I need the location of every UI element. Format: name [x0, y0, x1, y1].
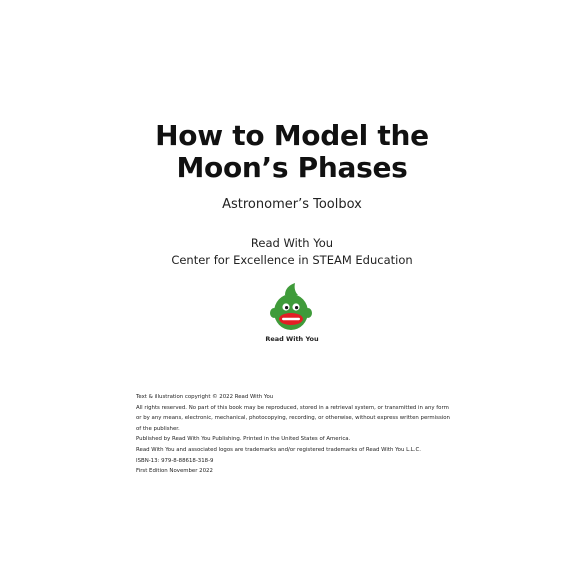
book-title-line-2: Moon’s Phases	[176, 151, 408, 184]
mascot-right-pupil-shape	[295, 306, 298, 309]
mascot-left-pupil-shape	[285, 306, 288, 309]
copyright-line: Text & illustration copyright © 2022 Read With You	[136, 394, 274, 400]
mascot-logo-icon	[268, 282, 316, 334]
book-subtitle: Astronomer’s Toolbox	[222, 197, 362, 212]
rights-reserved-line: All rights reserved. No part of this book may be reproduced, stored in a retrieval system, or transmitted in any form or by any means, electronic, mechanical, photocopying, recording, or otherwise, without express written permission of the publisher.	[136, 404, 450, 432]
publisher-logo	[262, 282, 322, 348]
mascot-right-ear-shape	[304, 308, 312, 318]
publisher-block	[0, 235, 584, 269]
copyright-block	[136, 392, 452, 477]
book-title	[0, 120, 584, 184]
edition-line: First Edition November 2022	[136, 468, 213, 475]
publisher-division: Center for Excellence in STEAM Education	[171, 253, 413, 267]
mascot-teeth-shape	[282, 318, 300, 320]
publisher-name: Read With You	[250, 236, 334, 250]
published-by-line: Published by Read With You Publishing. Printed in the United States of America.	[136, 436, 351, 443]
book-title-line-1: How to Model the	[155, 119, 429, 152]
mascot-left-ear-shape	[270, 308, 278, 318]
logo-wordmark: Read With You	[265, 335, 319, 343]
trademark-line: Read With You and associated logos are trademarks and/or registered trademarks of Read With You L.L.C.	[136, 446, 422, 453]
isbn-line: ISBN-13: 979-8-88618-318-9	[136, 457, 214, 464]
leaf-tip-shape	[285, 283, 298, 295]
